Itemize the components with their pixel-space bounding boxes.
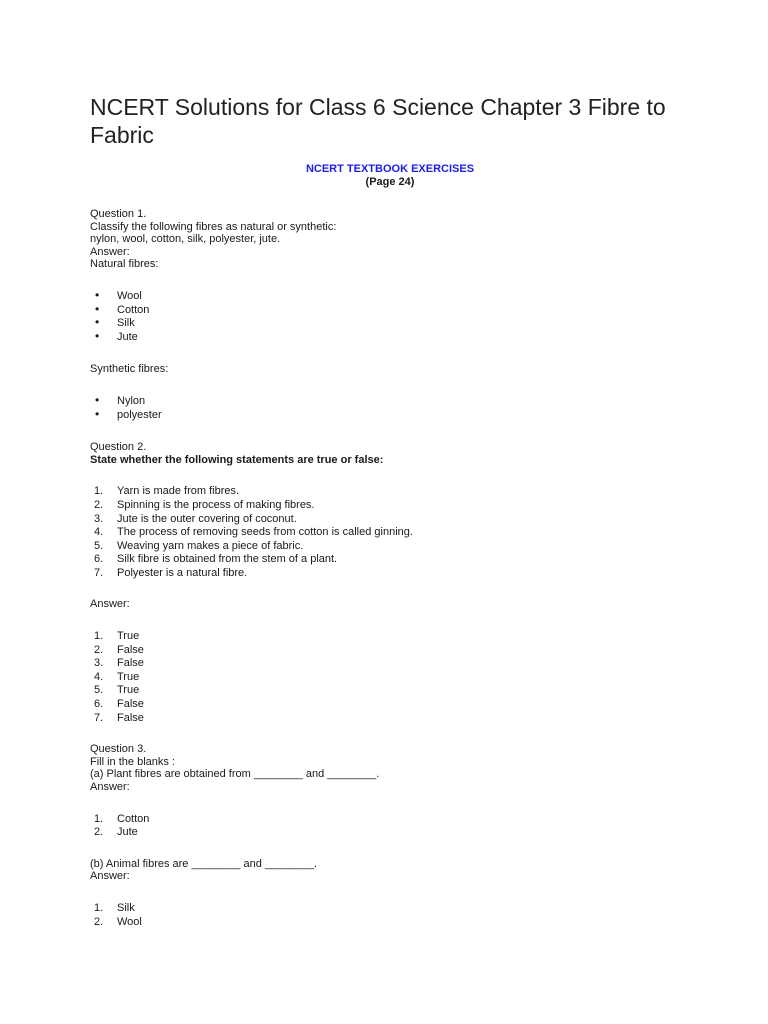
synthetic-fibres-label: Synthetic fibres: [90, 363, 169, 376]
synthetic-fibres-list [90, 392, 690, 422]
list-item [90, 826, 690, 840]
list-number: 2. [94, 498, 104, 511]
list-item-text: polyester [117, 408, 162, 421]
list-number: 2. [94, 643, 104, 656]
list-item [90, 540, 690, 554]
list-item [90, 916, 690, 930]
question-2-text: State whether the following statements are true or false: [90, 453, 384, 466]
list-item [90, 328, 690, 345]
list-item-text: False [117, 698, 144, 711]
list-item-text: Silk fibre is obtained from the stem of a plant. [117, 553, 338, 566]
list-number: 4. [94, 526, 104, 539]
list-item-text: Jute [117, 826, 138, 839]
list-item [90, 406, 690, 423]
question-3-label: Question 3. [90, 743, 147, 756]
bullet-icon: • [95, 392, 100, 407]
list-item-text: Wool [117, 915, 142, 928]
question-2-label: Question 2. [90, 441, 147, 454]
list-item-text: True [117, 630, 140, 643]
question-1 [90, 208, 690, 422]
bullet-icon: • [95, 315, 100, 330]
list-item-text: False [117, 711, 144, 724]
question-2 [90, 441, 690, 725]
question-1-text: Classify the following fibres as natural or synthetic: [90, 220, 337, 233]
page-title: NCERT Solutions for Class 6 Science Chapter 3 Fibre to Fabric [90, 94, 666, 148]
list-item-text: False [117, 657, 144, 670]
list-item [90, 567, 690, 581]
list-item-text: True [117, 684, 140, 697]
question-3b-answer-label: Answer: [90, 870, 130, 883]
bullet-icon: • [95, 406, 100, 421]
list-item-text: Silk [117, 901, 135, 914]
list-number: 6. [94, 553, 104, 566]
list-number: 1. [94, 901, 104, 914]
list-number: 5. [94, 539, 104, 552]
list-number: 4. [94, 670, 104, 683]
question-3a-answer-label: Answer: [90, 781, 130, 793]
list-item [90, 698, 690, 712]
list-item-text: Silk [117, 317, 135, 330]
question-1-items: nylon, wool, cotton, silk, polyester, jute. [90, 233, 281, 246]
list-item-text: Weaving yarn makes a piece of fabric. [117, 539, 304, 552]
list-item-text: Spinning is the process of making fibres. [117, 498, 315, 511]
list-item-text: The process of removing seeds from cotton is called ginning. [117, 526, 413, 539]
list-item-text: Jute [117, 330, 138, 343]
list-item [90, 301, 690, 318]
list-item [90, 513, 690, 527]
list-item [90, 902, 690, 916]
list-item-text: Jute is the outer covering of coconut. [117, 512, 297, 525]
natural-fibres-label: Natural fibres: [90, 258, 159, 271]
question-3b-answers-list [90, 902, 690, 929]
question-2-answer-label: Answer: [90, 598, 130, 611]
document-page [90, 93, 690, 929]
question-1-answer-label: Answer: [90, 245, 130, 258]
list-item-text: Yarn is made from fibres. [117, 485, 240, 498]
question-3a-answers-list [90, 813, 690, 840]
question-3-text: Fill in the blanks : [90, 755, 175, 768]
list-item [90, 684, 690, 698]
list-item [90, 657, 690, 671]
question-3b-text: (b) Animal fibres are ________ and ________. [90, 857, 317, 870]
list-item [90, 317, 690, 331]
list-item [90, 671, 690, 685]
list-number: 7. [94, 711, 104, 724]
list-item [90, 287, 690, 304]
list-item-text: True [117, 670, 140, 683]
question-1-label: Question 1. [90, 208, 147, 220]
statements-list [90, 485, 690, 580]
list-item-text: Nylon [117, 394, 146, 407]
list-item [90, 485, 690, 499]
list-number: 1. [94, 812, 104, 825]
list-number: 2. [94, 915, 104, 928]
list-item [90, 553, 690, 567]
list-number: 1. [94, 485, 104, 498]
list-number: 3. [94, 657, 104, 670]
list-item [90, 392, 690, 409]
list-number: 2. [94, 826, 104, 839]
exercises-heading: NCERT TEXTBOOK EXERCISES [305, 163, 475, 175]
list-number: 6. [94, 698, 104, 711]
list-number: 5. [94, 684, 104, 697]
bullet-icon: • [95, 328, 100, 343]
list-item-text: Polyester is a natural fibre. [117, 566, 248, 579]
list-item-text: False [117, 643, 144, 656]
list-number: 3. [94, 512, 104, 525]
list-item [90, 644, 690, 658]
list-number: 1. [94, 630, 104, 643]
natural-fibres-list [90, 287, 690, 344]
list-item-text: Cotton [117, 303, 150, 316]
bullet-icon: • [95, 287, 100, 302]
list-item [90, 712, 690, 726]
list-item-text: Wool [117, 289, 142, 302]
list-item [90, 813, 690, 827]
bullet-icon: • [95, 301, 100, 316]
list-item [90, 499, 690, 513]
list-item-text: Cotton [117, 812, 150, 825]
true-false-answers-list [90, 630, 690, 725]
list-number: 7. [94, 566, 104, 579]
list-item [90, 526, 690, 540]
question-3 [90, 743, 690, 929]
list-item [90, 630, 690, 644]
page-reference: (Page 24) [365, 176, 415, 188]
question-3a-text: (a) Plant fibres are obtained from ________ and ________. [90, 768, 380, 781]
